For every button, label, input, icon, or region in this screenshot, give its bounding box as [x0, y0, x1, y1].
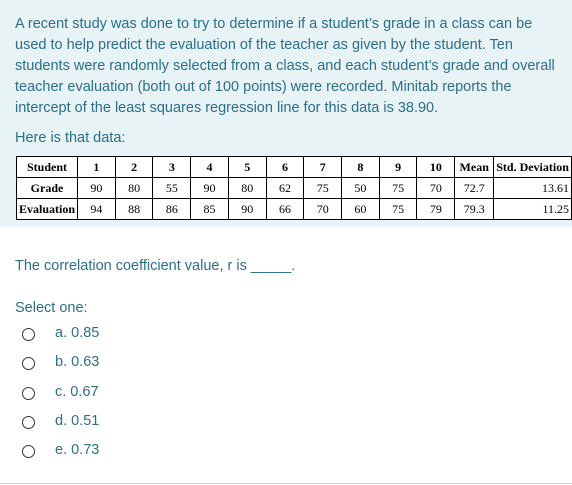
table-cell: 70 — [417, 178, 455, 199]
table-cell: 90 — [78, 178, 116, 199]
table-cell: 75 — [304, 178, 342, 199]
table-header-cell: 5 — [228, 157, 266, 178]
table-header-cell: 4 — [191, 157, 229, 178]
table-header-row — [17, 157, 572, 178]
table-cell: 86 — [153, 199, 191, 220]
table-header-cell: Std. Deviation — [494, 157, 572, 178]
table-cell: 90 — [191, 178, 229, 199]
option-label[interactable]: c. 0.67 — [55, 384, 99, 400]
radio-button[interactable] — [22, 445, 35, 458]
radio-button[interactable] — [22, 387, 35, 400]
table-cell: 80 — [228, 178, 266, 199]
table-header-cell: 2 — [115, 157, 153, 178]
select-one-label: Select one: — [15, 300, 88, 316]
answer-prompt: The correlation coefficient value, r is _____. — [15, 258, 296, 274]
option-label[interactable]: a. 0.85 — [55, 325, 100, 341]
bottom-divider — [0, 483, 572, 484]
table-cell: 85 — [191, 199, 229, 220]
table-cell: 70 — [304, 199, 342, 220]
question-text: A recent study was done to try to determine if a student’s grade in a class can be used to help predict the evaluation of the teacher as given by the student. Ten students were randomly selected from a class, and each student’s grade and overall teacher evaluation (both out of 100 points) were recorded. Minitab reports the intercept of the least squares regression line for this data is 38.90. — [15, 16, 555, 116]
table-header-cell: 1 — [78, 157, 116, 178]
table-cell: 55 — [153, 178, 191, 199]
table-cell: 72.7 — [455, 178, 494, 199]
table-cell: 79.3 — [455, 199, 494, 220]
table-cell: Grade — [17, 178, 78, 199]
table-cell: 75 — [379, 178, 417, 199]
table-header-cell: 8 — [342, 157, 380, 178]
data-table — [16, 156, 572, 220]
table-cell: 13.61 — [494, 178, 572, 199]
option-label[interactable]: d. 0.51 — [55, 413, 100, 429]
table-cell: 80 — [115, 178, 153, 199]
table-cell: 94 — [78, 199, 116, 220]
table-cell: 11.25 — [494, 199, 572, 220]
table-cell: 75 — [379, 199, 417, 220]
radio-button[interactable] — [22, 416, 35, 429]
table-header-cell: 6 — [266, 157, 304, 178]
radio-button[interactable] — [22, 357, 35, 370]
table-cell: 60 — [342, 199, 380, 220]
table-row-evaluation — [17, 199, 572, 220]
data-lead-text: Here is that data: — [15, 130, 126, 146]
option-label[interactable]: b. 0.63 — [55, 354, 100, 370]
table-cell: 88 — [115, 199, 153, 220]
radio-button[interactable] — [22, 328, 35, 341]
table-cell: 50 — [342, 178, 380, 199]
table-header-cell: 3 — [153, 157, 191, 178]
table-row-grade — [17, 178, 572, 199]
table-cell: 90 — [228, 199, 266, 220]
table-header-cell: Student — [17, 157, 78, 178]
table-header-cell: 10 — [417, 157, 455, 178]
table-cell: 79 — [417, 199, 455, 220]
table-cell: Evaluation — [17, 199, 78, 220]
option-label[interactable]: e. 0.73 — [55, 442, 100, 458]
table-cell: 62 — [266, 178, 304, 199]
table-cell: 66 — [266, 199, 304, 220]
table-header-cell: 9 — [379, 157, 417, 178]
table-header-cell: Mean — [455, 157, 494, 178]
table-header-cell: 7 — [304, 157, 342, 178]
